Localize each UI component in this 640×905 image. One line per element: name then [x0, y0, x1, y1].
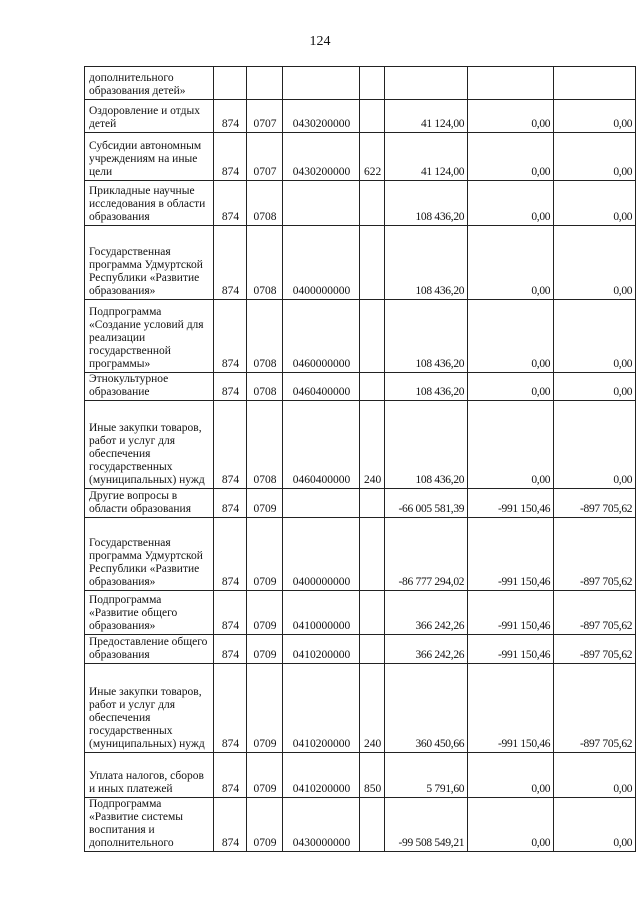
ministry-code: 874: [214, 489, 247, 518]
expense-type-code: [360, 226, 385, 300]
target-article-code: 0410200000: [283, 635, 360, 664]
amount-year-1: 108 436,20: [385, 226, 468, 300]
table-row: [85, 489, 636, 518]
table-row: [85, 635, 636, 664]
expense-type-code: 240: [360, 401, 385, 489]
expense-type-code: [360, 100, 385, 133]
expense-type-code: [360, 635, 385, 664]
amount-year-3: 0,00: [554, 181, 636, 226]
section-code: 0709: [247, 753, 283, 798]
expense-type-code: [360, 67, 385, 100]
amount-year-3: -897 705,62: [554, 489, 636, 518]
target-article-code: 0430200000: [283, 100, 360, 133]
budget-item-name: Другие вопросы в области образования: [85, 489, 214, 518]
table-row: [85, 226, 636, 300]
section-code: [247, 67, 283, 100]
section-code: 0709: [247, 489, 283, 518]
budget-item-name: Иные закупки товаров, работ и услуг для обеспечения государственных (муниципальных) нужд: [85, 401, 214, 489]
section-code: 0708: [247, 181, 283, 226]
table-row: [85, 300, 636, 373]
amount-year-1: 5 791,60: [385, 753, 468, 798]
table-row: [85, 181, 636, 226]
amount-year-3: -897 705,62: [554, 591, 636, 635]
amount-year-2: -991 150,46: [468, 635, 554, 664]
budget-item-name: Подпрограмма «Развитие общего образования»: [85, 591, 214, 635]
table-row: [85, 100, 636, 133]
budget-item-name: Прикладные научные исследования в области образования: [85, 181, 214, 226]
amount-year-3: 0,00: [554, 373, 636, 401]
amount-year-2: 0,00: [468, 373, 554, 401]
table-row: [85, 798, 636, 852]
ministry-code: 874: [214, 133, 247, 181]
amount-year-3: 0,00: [554, 226, 636, 300]
amount-year-2: 0,00: [468, 226, 554, 300]
amount-year-1: 108 436,20: [385, 300, 468, 373]
expense-type-code: [360, 181, 385, 226]
amount-year-3: -897 705,62: [554, 664, 636, 753]
budget-item-name: Подпрограмма «Создание условий для реализации государственной программы»: [85, 300, 214, 373]
ministry-code: [214, 67, 247, 100]
amount-year-2: -991 150,46: [468, 489, 554, 518]
amount-year-2: 0,00: [468, 100, 554, 133]
section-code: 0708: [247, 373, 283, 401]
budget-table: [84, 66, 636, 852]
target-article-code: 0400000000: [283, 226, 360, 300]
table-row: [85, 133, 636, 181]
table-row: [85, 753, 636, 798]
target-article-code: [283, 67, 360, 100]
amount-year-1: -99 508 549,21: [385, 798, 468, 852]
amount-year-2: 0,00: [468, 798, 554, 852]
amount-year-1: 108 436,20: [385, 373, 468, 401]
target-article-code: 0410200000: [283, 664, 360, 753]
amount-year-2: [468, 67, 554, 100]
target-article-code: 0460400000: [283, 373, 360, 401]
ministry-code: 874: [214, 401, 247, 489]
budget-item-name: Предоставление общего образования: [85, 635, 214, 664]
expense-type-code: [360, 300, 385, 373]
amount-year-2: -991 150,46: [468, 664, 554, 753]
section-code: 0707: [247, 133, 283, 181]
ministry-code: 874: [214, 181, 247, 226]
expense-type-code: [360, 518, 385, 591]
amount-year-1: -66 005 581,39: [385, 489, 468, 518]
budget-item-name: Государственная программа Удмуртской Республики «Развитие образования»: [85, 518, 214, 591]
amount-year-2: 0,00: [468, 753, 554, 798]
section-code: 0709: [247, 591, 283, 635]
ministry-code: 874: [214, 300, 247, 373]
amount-year-1: 360 450,66: [385, 664, 468, 753]
expense-type-code: [360, 798, 385, 852]
budget-item-name: Государственная программа Удмуртской Республики «Развитие образования»: [85, 226, 214, 300]
amount-year-1: 108 436,20: [385, 181, 468, 226]
amount-year-1: -86 777 294,02: [385, 518, 468, 591]
budget-item-name: Оздоровление и отдых детей: [85, 100, 214, 133]
section-code: 0707: [247, 100, 283, 133]
amount-year-2: 0,00: [468, 133, 554, 181]
budget-item-name: Подпрограмма «Развитие системы воспитания и дополнительного: [85, 798, 214, 852]
section-code: 0708: [247, 401, 283, 489]
section-code: 0709: [247, 798, 283, 852]
section-code: 0709: [247, 518, 283, 591]
amount-year-3: 0,00: [554, 133, 636, 181]
amount-year-2: -991 150,46: [468, 518, 554, 591]
target-article-code: 0430200000: [283, 133, 360, 181]
target-article-code: 0410000000: [283, 591, 360, 635]
target-article-code: 0460400000: [283, 401, 360, 489]
amount-year-2: -991 150,46: [468, 591, 554, 635]
target-article-code: [283, 489, 360, 518]
amount-year-3: 0,00: [554, 401, 636, 489]
ministry-code: 874: [214, 664, 247, 753]
expense-type-code: 622: [360, 133, 385, 181]
expense-type-code: 850: [360, 753, 385, 798]
table-row: [85, 664, 636, 753]
expense-type-code: 240: [360, 664, 385, 753]
table-row: [85, 591, 636, 635]
amount-year-1: [385, 67, 468, 100]
amount-year-1: 41 124,00: [385, 100, 468, 133]
amount-year-1: 366 242,26: [385, 635, 468, 664]
expense-type-code: [360, 591, 385, 635]
expense-type-code: [360, 373, 385, 401]
page-number: 124: [309, 34, 331, 49]
amount-year-3: 0,00: [554, 753, 636, 798]
amount-year-3: -897 705,62: [554, 635, 636, 664]
table-row: [85, 67, 636, 100]
ministry-code: 874: [214, 753, 247, 798]
ministry-code: 874: [214, 591, 247, 635]
amount-year-2: 0,00: [468, 401, 554, 489]
target-article-code: 0400000000: [283, 518, 360, 591]
section-code: 0708: [247, 226, 283, 300]
table-row: [85, 401, 636, 489]
amount-year-2: 0,00: [468, 181, 554, 226]
ministry-code: 874: [214, 373, 247, 401]
ministry-code: 874: [214, 798, 247, 852]
budget-item-name: Этнокультурное образование: [85, 373, 214, 401]
amount-year-3: 0,00: [554, 300, 636, 373]
budget-item-name: Иные закупки товаров, работ и услуг для обеспечения государственных (муниципальных) нужд: [85, 664, 214, 753]
ministry-code: 874: [214, 635, 247, 664]
target-article-code: [283, 181, 360, 226]
table-row: [85, 518, 636, 591]
target-article-code: 0460000000: [283, 300, 360, 373]
expense-type-code: [360, 489, 385, 518]
target-article-code: 0430000000: [283, 798, 360, 852]
budget-item-name: дополнительного образования детей»: [85, 67, 214, 100]
budget-item-name: Субсидии автономным учреждениям на иные цели: [85, 133, 214, 181]
amount-year-1: 108 436,20: [385, 401, 468, 489]
amount-year-3: 0,00: [554, 798, 636, 852]
amount-year-2: 0,00: [468, 300, 554, 373]
table-body: [85, 67, 636, 852]
section-code: 0709: [247, 664, 283, 753]
ministry-code: 874: [214, 518, 247, 591]
amount-year-1: 41 124,00: [385, 133, 468, 181]
amount-year-3: -897 705,62: [554, 518, 636, 591]
section-code: 0709: [247, 635, 283, 664]
ministry-code: 874: [214, 226, 247, 300]
budget-item-name: Уплата налогов, сборов и иных платежей: [85, 753, 214, 798]
amount-year-1: 366 242,26: [385, 591, 468, 635]
amount-year-3: [554, 67, 636, 100]
ministry-code: 874: [214, 100, 247, 133]
target-article-code: 0410200000: [283, 753, 360, 798]
table-row: [85, 373, 636, 401]
section-code: 0708: [247, 300, 283, 373]
amount-year-3: 0,00: [554, 100, 636, 133]
